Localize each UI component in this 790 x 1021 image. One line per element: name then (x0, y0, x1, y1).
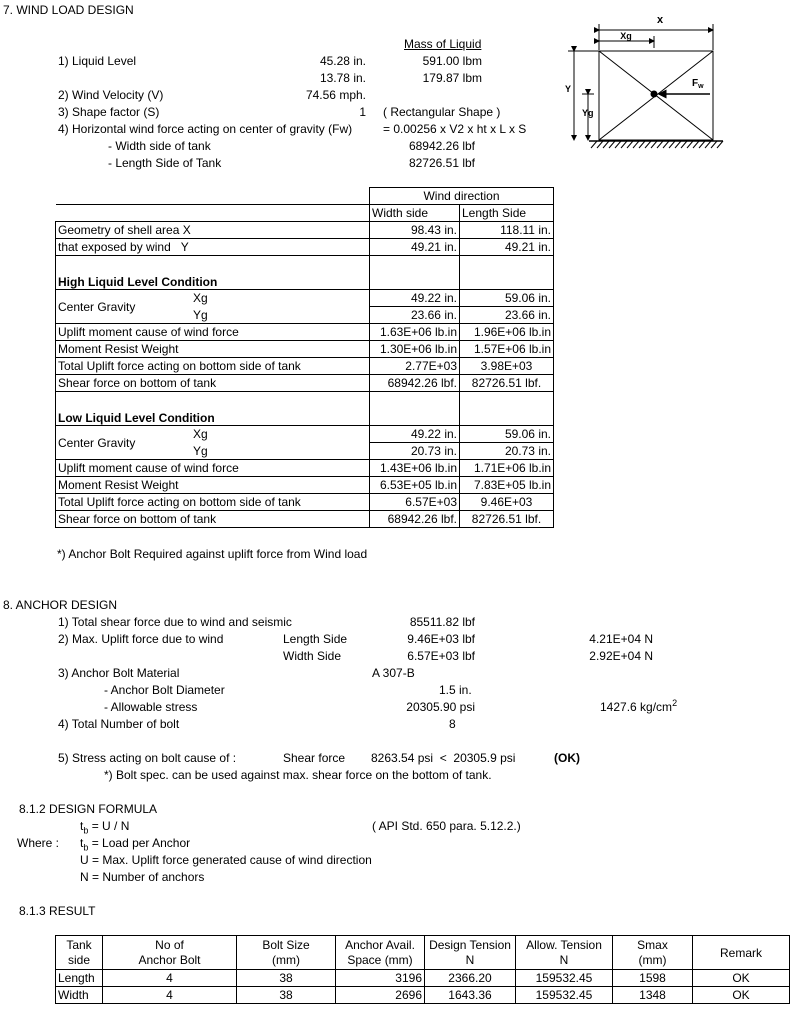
diagram-fw-label: $F_w$ (692, 78, 704, 90)
row-length-allow: 159532.45 (516, 970, 613, 987)
high-cg-cell (56, 290, 370, 324)
row-length-space: 3196 (336, 970, 425, 987)
high-total-width: 2.77E+03 (370, 358, 460, 375)
hdr-remark: Remark (693, 936, 790, 970)
high-yg-label: Yg (193, 308, 208, 322)
bolt-diameter-value: 1.5 in. (439, 683, 472, 697)
high-yg-width: 23.66 in. (370, 307, 460, 324)
where-label: Where : (17, 836, 60, 850)
section-7-title: 7. WIND LOAD DESIGN (3, 3, 134, 17)
liquid-level-high: 45.28 in. (319, 54, 366, 68)
bolt-stress-ok: (OK) (554, 751, 580, 765)
geo-y-width: 49.21 in. (370, 239, 460, 256)
row-width-size: 38 (237, 987, 336, 1004)
bolt-diameter-label: - Anchor Bolt Diameter (104, 683, 225, 697)
low-uplift-width: 1.43E+06 lb.in (370, 460, 460, 477)
low-shear-length: 82726.51 lbf. (460, 511, 554, 528)
geo-x-width: 98.43 in. (370, 222, 460, 239)
wind-load-table (55, 187, 554, 528)
low-uplift-label: Uplift moment cause of wind force (56, 460, 370, 477)
high-uplift-length: 1.96E+06 lb.in (460, 324, 554, 341)
row-length-size: 38 (237, 970, 336, 987)
geometry-x-label: Geometry of shell area X (56, 222, 370, 239)
max-uplift-length-n: 4.21E+04 N (589, 632, 653, 646)
diagram-y-label: Y (565, 84, 572, 94)
total-bolts-value: 8 (449, 717, 456, 731)
low-yg-label: Yg (193, 444, 208, 458)
total-shear-label: 1) Total shear force due to wind and seismic (58, 615, 292, 629)
bolt-spec-note: *) Bolt spec. can be used against max. shear force on the bottom of tank. (104, 768, 492, 782)
hdr-anchor-space: Anchor Avail. Space (mm) (336, 936, 425, 970)
wind-force-label: 4) Horizontal wind force acting on center of gravity (Fw) (58, 122, 353, 136)
low-level-title: Low Liquid Level Condition (56, 392, 370, 426)
col-width-side: Width side (370, 205, 460, 222)
def-tb: $t_b$ = Load per Anchor (80, 836, 191, 853)
low-xg-label: Xg (193, 427, 208, 441)
max-uplift-width-label: Width Side (283, 649, 342, 663)
high-xg-length: 59.06 in. (460, 290, 554, 307)
length-side-label: - Length Side of Tank (108, 156, 222, 170)
wind-force-formula: = 0.00256 x V2 x ht x L x S (383, 122, 527, 136)
wind-velocity-value: 74.56 mph. (305, 88, 366, 102)
low-total-length: 9.46E+03 (460, 494, 554, 511)
def-u: U = Max. Uplift force generated cause of wind direction (80, 853, 372, 867)
allowable-stress-kg: 1427.6 $kg/cm^2$ (600, 698, 678, 714)
bolt-material-value: A 307-B (372, 666, 415, 680)
mass-of-liquid-header: Mass of Liquid (404, 37, 482, 51)
hdr-design-tension: Design Tension N (425, 936, 516, 970)
max-uplift-width-value: 6.57E+03 lbf (407, 649, 475, 663)
col-length-side: Length Side (460, 205, 554, 222)
total-bolts-label: 4) Total Number of bolt (58, 717, 180, 731)
max-uplift-length-label: Length Side (283, 632, 348, 646)
row-length-design: 2366.20 (425, 970, 516, 987)
result-table (55, 935, 790, 1004)
allowable-stress-label: - Allowable stress (104, 700, 198, 714)
row-width-design: 1643.36 (425, 987, 516, 1004)
high-uplift-label: Uplift moment cause of wind force (56, 324, 370, 341)
max-uplift-length-value: 9.46E+03 lbf (407, 632, 475, 646)
bolt-stress-shear-label: Shear force (283, 751, 346, 765)
bolt-material-label: 3) Anchor Bolt Material (58, 666, 180, 680)
row-width-space: 2696 (336, 987, 425, 1004)
liquid-mass-low: 179.87 lbm (422, 71, 482, 85)
section-8-title: 8. ANCHOR DESIGN (3, 598, 118, 612)
length-side-force: 82726.51 lbf (408, 156, 475, 170)
diagram-x-label: x (656, 14, 664, 26)
high-uplift-width: 1.63E+06 lb.in (370, 324, 460, 341)
row-width-allow: 159532.45 (516, 987, 613, 1004)
low-cg-cell (56, 426, 370, 460)
low-xg-width: 49.22 in. (370, 426, 460, 443)
diagram-yg-label: Yg (582, 108, 594, 118)
formula-equation: $t_b = U / N$ (80, 819, 130, 836)
low-shear-width: 68942.26 lbf. (370, 511, 460, 528)
low-resist-width: 6.53E+05 lb.in (370, 477, 460, 494)
low-total-label: Total Uplift force acting on bottom side of tank (56, 494, 370, 511)
high-resist-length: 1.57E+06 lb.in (460, 341, 554, 358)
row-length-bolts: 4 (103, 970, 237, 987)
formula-reference: ( API Std. 650 para. 5.12.2.) (372, 819, 521, 833)
high-total-label: Total Uplift force acting on bottom side of tank (56, 358, 370, 375)
anchor-note: *) Anchor Bolt Required against uplift force from Wind load (57, 547, 368, 561)
high-shear-length: 82726.51 lbf. (460, 375, 554, 392)
tank-diagram (560, 10, 736, 155)
wind-velocity-label: 2) Wind Velocity (V) (58, 88, 164, 102)
row-width-bolts: 4 (103, 987, 237, 1004)
table-row (56, 987, 790, 1004)
high-shear-label: Shear force on bottom of tank (56, 375, 370, 392)
shape-factor-value: 1 (359, 105, 366, 119)
max-uplift-label: 2) Max. Uplift force due to wind (58, 632, 224, 646)
high-yg-length: 23.66 in. (460, 307, 554, 324)
liquid-level-label: 1) Liquid Level (58, 54, 137, 68)
geometry-y-label: that exposed by wind Y (56, 239, 370, 256)
hdr-smax: Smax (mm) (613, 936, 693, 970)
total-shear-value: 85511.82 lbf (409, 615, 475, 629)
hdr-no-bolts: No of Anchor Bolt (103, 936, 237, 970)
design-formula-title: 8.1.2 DESIGN FORMULA (19, 802, 158, 816)
row-width-side: Width (56, 987, 103, 1004)
hdr-tank-side: Tank side (56, 936, 103, 970)
low-cg-label: Center Gravity (58, 435, 136, 450)
row-length-side: Length (56, 970, 103, 987)
low-resist-label: Moment Resist Weight (56, 477, 370, 494)
low-yg-width: 20.73 in. (370, 443, 460, 460)
high-total-length: 3.98E+03 (460, 358, 554, 375)
geo-x-length: 118.11 in. (460, 222, 554, 239)
row-length-smax: 1598 (613, 970, 693, 987)
high-xg-label: Xg (193, 291, 208, 305)
row-width-remark: OK (693, 987, 790, 1004)
result-title: 8.1.3 RESULT (19, 904, 96, 918)
high-resist-width: 1.30E+06 lb.in (370, 341, 460, 358)
low-yg-length: 20.73 in. (460, 443, 554, 460)
low-resist-length: 7.83E+05 lb.in (460, 477, 554, 494)
def-n: N = Number of anchors (80, 870, 205, 884)
low-uplift-length: 1.71E+06 lb.in (460, 460, 554, 477)
row-length-remark: OK (693, 970, 790, 987)
high-cg-label: Center Gravity (58, 299, 136, 314)
low-total-width: 6.57E+03 (370, 494, 460, 511)
hdr-allow-tension: Allow. Tension N (516, 936, 613, 970)
wind-direction-header: Wind direction (370, 188, 554, 205)
shape-factor-label: 3) Shape factor (S) (58, 105, 160, 119)
shape-factor-note: ( Rectangular Shape ) (383, 105, 501, 119)
high-shear-width: 68942.26 lbf. (370, 375, 460, 392)
hdr-bolt-size: Bolt Size (mm) (237, 936, 336, 970)
width-side-force: 68942.26 lbf (408, 139, 475, 153)
high-xg-width: 49.22 in. (370, 290, 460, 307)
liquid-mass-high: 591.00 lbm (422, 54, 482, 68)
high-level-title: High Liquid Level Condition (56, 256, 370, 290)
max-uplift-width-n: 2.92E+04 N (589, 649, 653, 663)
width-side-label: - Width side of tank (108, 139, 211, 153)
high-resist-label: Moment Resist Weight (56, 341, 370, 358)
bolt-stress-calc: 8263.54 psi < 20305.9 psi (371, 751, 516, 765)
row-width-smax: 1348 (613, 987, 693, 1004)
geo-y-length: 49.21 in. (460, 239, 554, 256)
bolt-stress-label: 5) Stress acting on bolt cause of : (58, 751, 237, 765)
low-xg-length: 59.06 in. (460, 426, 554, 443)
allowable-stress-value: 20305.90 psi (406, 700, 475, 714)
low-shear-label: Shear force on bottom of tank (56, 511, 370, 528)
table-row (56, 970, 790, 987)
liquid-level-low: 13.78 in. (319, 71, 366, 85)
diagram-xg-label: Xg (620, 31, 632, 41)
